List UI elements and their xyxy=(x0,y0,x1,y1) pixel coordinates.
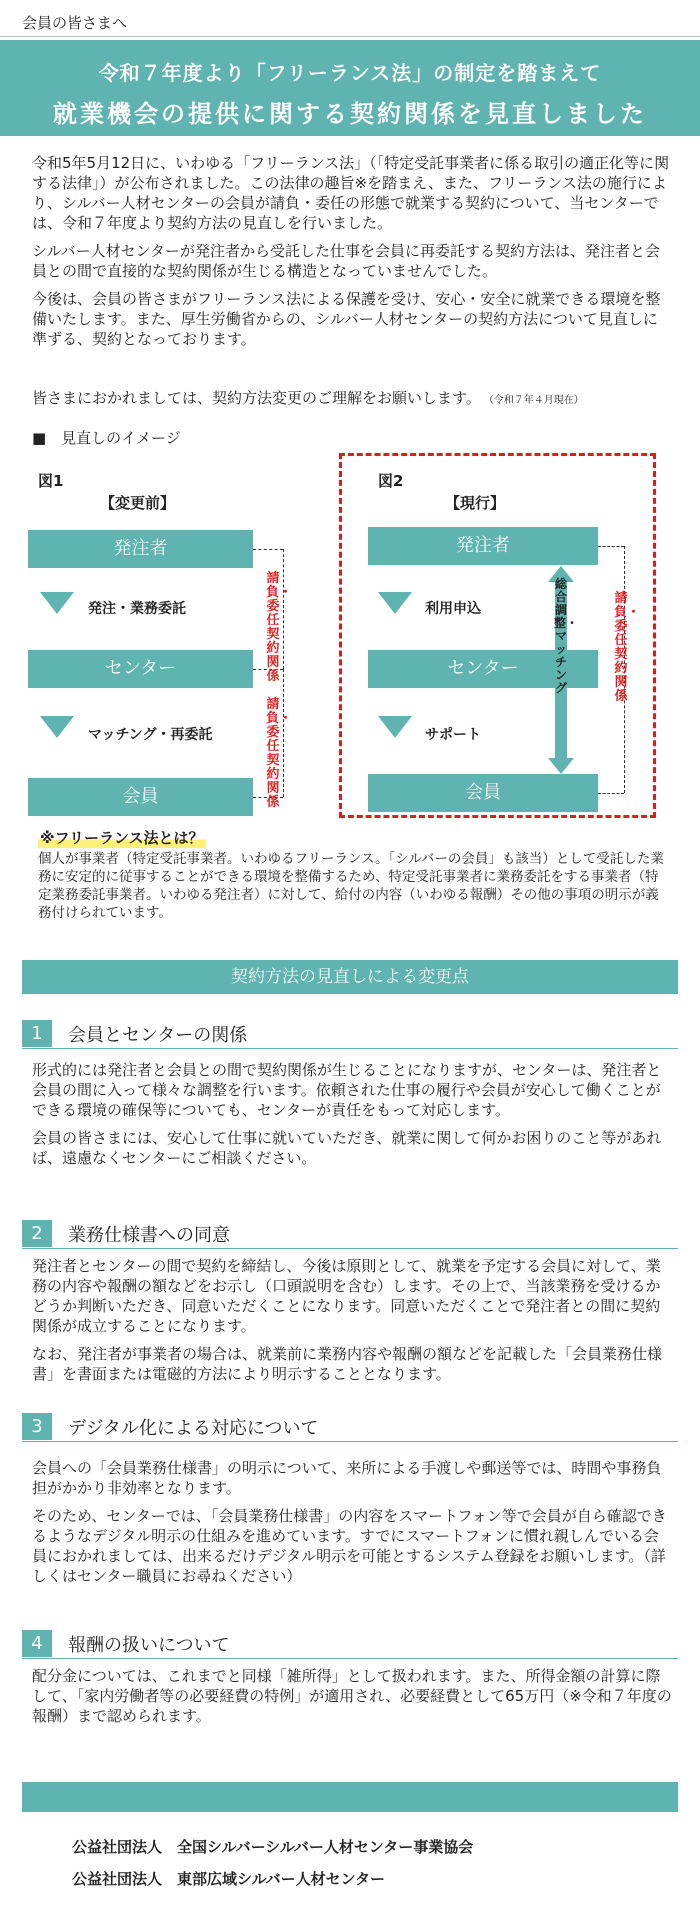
fig2-flow-2: サポート xyxy=(425,727,481,743)
section-1-paragraph-1: 形式的には発注者と会員との間で契約関係が生じることになりますが、センターは、発注者と会員の間に入って様々な調整を行います。依頼された仕事の履行や会員が安心して働くことができる環境の確保等についても、センターが責任をもって対応します。 xyxy=(32,1061,662,1119)
title-line-2: 就業機会の提供に関する契約関係を見直しました xyxy=(53,100,647,128)
section-4-underline xyxy=(22,1658,678,1659)
footer-org-1: 公益社団法人 全国シルバーシルバー人材センター事業協会 xyxy=(72,1838,474,1856)
fig1-relation-2: 請負・委任契約関係 xyxy=(266,697,293,810)
section-3-body xyxy=(32,1458,672,1594)
fig2-flow-1: 利用申込 xyxy=(425,601,481,617)
fig2-dash-top-h xyxy=(598,546,624,547)
section-2-underline xyxy=(22,1248,678,1249)
image-heading: ■ 見直しのイメージ xyxy=(32,429,181,447)
fig2-bracket: 【現行】 xyxy=(445,494,506,512)
header-divider xyxy=(0,36,700,37)
section-3-underline xyxy=(22,1441,678,1442)
fig1-arrow-down-1 xyxy=(40,592,74,614)
fig1-bracket: 【変更前】 xyxy=(100,494,176,512)
fig1-box-center: センター xyxy=(28,650,253,688)
section-2-number: 2 xyxy=(22,1220,52,1247)
fig1-flow-2: マッチング・再委託 xyxy=(88,727,213,743)
fig2-arrow-down-1 xyxy=(378,592,412,614)
intro-closing xyxy=(32,387,672,408)
fig1-relation-1: 請負・委任契約関係 xyxy=(266,571,293,684)
intro-paragraph-1: 令和5年5月12日に、いわゆる「フリーランス法」（「特定受託事業者に係る取引の適正化等に関する法律」）が公布されました。この法律の趣旨※を踏まえ、また、フリーランス法の施行により、シルバー人材センターの会員が請負・委任の形態で就業する契約について、当センターでは、令和７年度より契約方法の見直しを行いました。 xyxy=(32,154,670,232)
fig2-box-client: 発注者 xyxy=(368,527,598,565)
section-1-number: 1 xyxy=(22,1020,52,1047)
section-1-paragraph-2: 会員の皆さまには、安心して仕事に就いていただき、就業に関して何かお困りのこと等があれば、遠慮なくセンターにご相談ください。 xyxy=(32,1129,662,1167)
fig1-flow-1: 発注・業務委託 xyxy=(88,601,186,617)
fig1-dash-top-v xyxy=(283,549,284,669)
title-line-1: 令和７年度より「フリーランス法」の制定を踏まえて xyxy=(98,61,602,85)
fig1-arrow-down-2 xyxy=(40,716,74,738)
section-4-body xyxy=(32,1666,672,1734)
fig1-box-client: 発注者 xyxy=(28,530,253,568)
fig1-label: 図1 xyxy=(38,472,64,490)
section-4-number: 4 xyxy=(22,1630,52,1657)
section-1-body xyxy=(32,1060,672,1176)
footer-org-2: 公益社団法人 東部広域シルバー人材センター xyxy=(72,1870,385,1888)
section-2-body xyxy=(32,1256,672,1392)
intro-paragraph-4: 皆さまにおかれましては、契約方法変更のご理解をお願いします。 xyxy=(32,389,481,407)
fig1-dash-bottom-v xyxy=(283,669,284,797)
footer-bar xyxy=(22,1782,678,1812)
intro-text xyxy=(32,153,672,357)
freelance-title: ※フリーランス法とは？ xyxy=(40,829,204,847)
section-4-title: 報酬の扱いについて xyxy=(68,1635,230,1656)
section-1-underline xyxy=(22,1048,678,1049)
title-banner xyxy=(0,40,700,136)
section-2-paragraph-1: 発注者とセンターの間で契約を締結し、今後は原則として、就業を予定する会員に対して、業務の内容や報酬の額などをお示し（口頭説明を含む）します。その上で、当該業務を受けるかどうか判断いただき、同意いただくことになります。同意いただくことで発注者との間に契約関係が成立することになります。 xyxy=(32,1257,661,1335)
intro-paragraph-3: 今後は、会員の皆さまがフリーランス法による保護を受け、安心・安全に就業できる環境を整備いたします。また、厚生労働省からの、シルバー人材センターの契約方法について見直しに準ずる、契約となっております。 xyxy=(32,290,661,348)
section-3-paragraph-2: そのため、センターでは、「会員業務仕様書」の内容をスマートフォン等で会員が自ら確認できるようなデジタル明示の仕組みを進めています。すでにスマートフォンに慣れ親しんでいる会員におかれましては、出来るだけデジタル明示を可能とするシステム登録をお願いします。（詳しくはセンター職員にお尋ねください） xyxy=(32,1507,667,1585)
fig2-arrow-label: 総合調整・マッチング xyxy=(554,577,579,695)
section-1-title: 会員とセンターの関係 xyxy=(68,1025,248,1046)
fig2-dash-bottom-h xyxy=(598,793,624,794)
section-2-paragraph-2: なお、発注者が事業者の場合は、就業前に業務内容や報酬の額などを記載した「会員業務仕様書」を書面または電磁的方法により明示することとなります。 xyxy=(32,1345,663,1383)
date-note: （令和７年４月現在） xyxy=(488,395,584,406)
section-2-title: 業務仕様書への同意 xyxy=(68,1225,230,1246)
section-3-title: デジタル化による対応について xyxy=(68,1418,319,1439)
fig2-box-center: センター xyxy=(368,650,598,688)
fig2-arrow-down-2 xyxy=(378,716,412,738)
freelance-body: 個人が事業者（特定受託事業者。いわゆるフリーランス。「シルバーの会員」も該当）として受託した業務に安定的に従事することができる環境を整備するため、特定受託事業者に業務委託をする事業者（特定業務委託事業者。いわゆる発注者）に対して、給付の内容（いわゆる報酬）その他の事項の明示が義務付けられています。 xyxy=(38,851,664,921)
section-4-paragraph-1: 配分金については、これまでと同様「雑所得」として扱われます。また、所得金額の計算に際して、「家内労働者等の必要経費の特例」が適用され、必要経費として65万円（※令和７年度の報酬）まで認められます。 xyxy=(32,1667,672,1725)
fig2-relation: 請負・委任契約関係 xyxy=(614,591,641,704)
to-members-label: 会員の皆さまへ xyxy=(22,14,128,32)
fig1-dash-top-h xyxy=(253,549,283,550)
fig2-label: 図2 xyxy=(378,472,404,490)
section-3-paragraph-1: 会員への「会員業務仕様書」の明示について、来所による手渡しや郵送等では、時間や事務負担がかかり非効率となります。 xyxy=(32,1459,662,1497)
fig2-box-member: 会員 xyxy=(368,774,598,812)
section-3-number: 3 xyxy=(22,1413,52,1440)
changes-banner: 契約方法の見直しによる変更点 xyxy=(22,960,678,994)
fig1-box-member: 会員 xyxy=(28,778,253,816)
intro-paragraph-2: シルバー人材センターが発注者から受託した仕事を会員に再委託する契約方法は、発注者と会員との間で直接的な契約関係が生じる構造となっていませんでした。 xyxy=(32,242,660,280)
